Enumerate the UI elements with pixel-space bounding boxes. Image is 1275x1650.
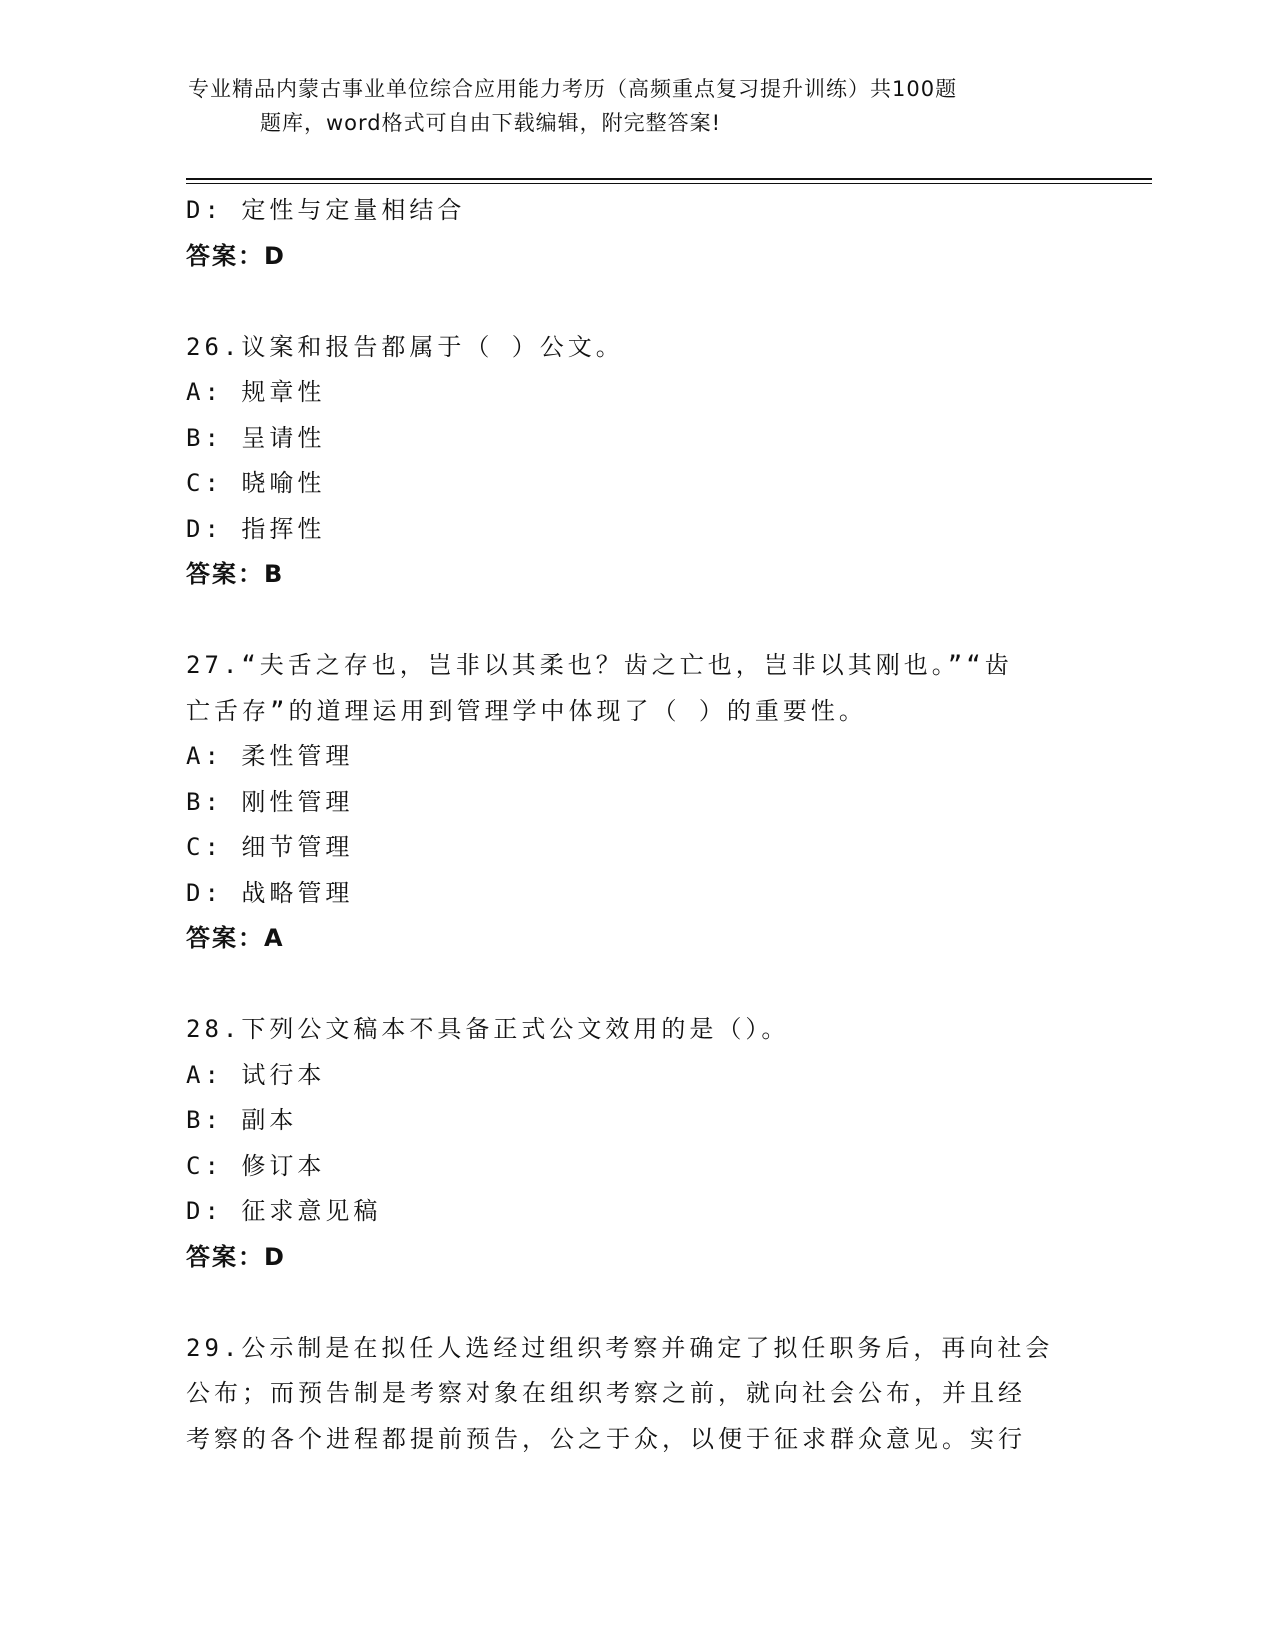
question-text: 26.议案和报告都属于（ ）公文。 <box>186 332 624 361</box>
question-spacer <box>186 598 1086 644</box>
question-text: 28.下列公文稿本不具备正式公文效用的是（）。 <box>186 1015 790 1043</box>
question-text: 考察的各个进程都提前预告，公之于众，以便于征求群众意见。实行 <box>186 1424 1026 1453</box>
option-c: C: 修订本 <box>186 1151 326 1180</box>
question-text: 亡舌存”的道理运用到管理学中体现了（ ）的重要性。 <box>186 696 867 725</box>
option-d: D: 定性与定量相结合 <box>186 196 466 224</box>
header-title-line-2: 题库，word格式可自由下载编辑，附完整答案! <box>260 111 722 135</box>
question-list <box>186 188 1086 1462</box>
answer-line: 答案：A <box>186 924 285 952</box>
question-item <box>186 1007 1086 1280</box>
question-item <box>186 643 1086 962</box>
option-b: B: 刚性管理 <box>186 787 354 816</box>
answer-line: 答案：D <box>186 1242 286 1271</box>
question-text: 29.公示制是在拟任人选经过组织考察并确定了拟任职务后，再向社会 <box>186 1333 1054 1362</box>
header-rule-thin <box>186 183 1152 184</box>
header-title-line-1: 专业精品内蒙古事业单位综合应用能力考历（高频重点复习提升训练）共100题 <box>188 77 958 101</box>
header-rule-thick <box>186 178 1152 180</box>
question-item <box>186 1326 1086 1463</box>
question-spacer <box>186 279 1086 325</box>
option-d: D: 指挥性 <box>186 514 326 543</box>
option-a: A: 试行本 <box>186 1060 326 1089</box>
option-b: B: 呈请性 <box>186 423 326 452</box>
document-header <box>188 72 1088 140</box>
question-text: 27.“夫舌之存也，岂非以其柔也？齿之亡也，岂非以其刚也。”“齿 <box>186 651 1013 679</box>
option-d: D: 征求意见稿 <box>186 1197 382 1225</box>
answer-line: 答案：B <box>186 560 285 588</box>
question-item <box>186 188 1086 279</box>
question-text: 公布；而预告制是考察对象在组织考察之前，就向社会公布，并且经 <box>186 1379 1026 1407</box>
option-b: B: 副本 <box>186 1106 298 1134</box>
option-a: A: 柔性管理 <box>186 742 354 770</box>
option-c: C: 细节管理 <box>186 833 354 861</box>
question-item <box>186 325 1086 598</box>
answer-line: 答案：D <box>186 241 286 270</box>
question-spacer <box>186 1280 1086 1326</box>
option-d: D: 战略管理 <box>186 878 354 907</box>
option-c: C: 晓喻性 <box>186 469 326 497</box>
question-spacer <box>186 962 1086 1008</box>
option-a: A: 规章性 <box>186 378 326 406</box>
